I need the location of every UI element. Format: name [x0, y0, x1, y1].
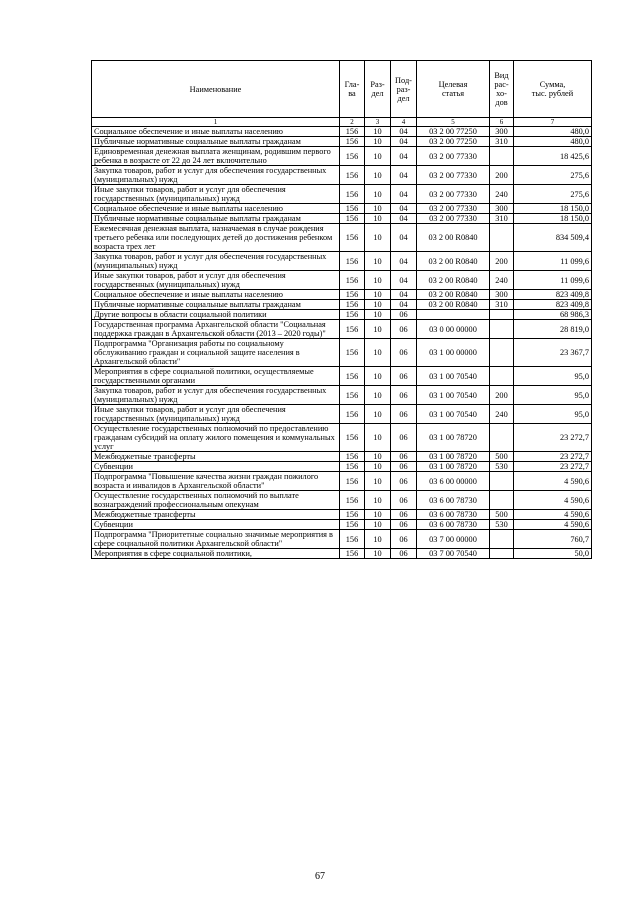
cell-podrazdel: 06 [391, 405, 417, 424]
table-row [92, 310, 592, 320]
table-row [92, 252, 592, 271]
cell-glava: 156 [340, 214, 365, 224]
cell-vid: 200 [490, 386, 514, 405]
cell-summa: 18 425,6 [514, 147, 592, 166]
cell-vid [490, 367, 514, 386]
column-number: 3 [365, 118, 391, 127]
cell-summa: 18 150,0 [514, 204, 592, 214]
cell-vid [490, 320, 514, 339]
column-number: 1 [92, 118, 340, 127]
cell-name: Публичные нормативные социальные выплаты гражданам [92, 300, 340, 310]
table-row [92, 530, 592, 549]
cell-glava: 156 [340, 462, 365, 472]
cell-podrazdel: 04 [391, 214, 417, 224]
cell-glava: 156 [340, 271, 365, 290]
cell-summa: 823 409,8 [514, 290, 592, 300]
cell-name: Иные закупки товаров, работ и услуг для обеспечения государственных (муниципальных) нужд [92, 185, 340, 204]
cell-razdel: 10 [365, 137, 391, 147]
cell-summa: 11 099,6 [514, 271, 592, 290]
table-row [92, 462, 592, 472]
cell-razdel: 10 [365, 252, 391, 271]
cell-vid: 310 [490, 300, 514, 310]
cell-podrazdel: 06 [391, 472, 417, 491]
cell-name: Социальное обеспечение и иные выплаты населению [92, 127, 340, 137]
cell-summa: 68 986,3 [514, 310, 592, 320]
cell-glava: 156 [340, 530, 365, 549]
cell-vid: 500 [490, 452, 514, 462]
cell-vid: 300 [490, 204, 514, 214]
table-row [92, 147, 592, 166]
cell-glava: 156 [340, 452, 365, 462]
cell-glava: 156 [340, 147, 365, 166]
cell-glava: 156 [340, 185, 365, 204]
cell-vid [490, 530, 514, 549]
cell-razdel: 10 [365, 166, 391, 185]
cell-summa: 23 272,7 [514, 424, 592, 452]
cell-podrazdel: 06 [391, 520, 417, 530]
cell-statya: 03 2 00 77250 [417, 137, 490, 147]
table-row [92, 185, 592, 204]
cell-razdel: 10 [365, 300, 391, 310]
cell-razdel: 10 [365, 405, 391, 424]
table-row [92, 137, 592, 147]
table-row [92, 386, 592, 405]
cell-glava: 156 [340, 405, 365, 424]
cell-summa: 4 590,6 [514, 472, 592, 491]
cell-summa: 28 819,0 [514, 320, 592, 339]
cell-vid: 200 [490, 252, 514, 271]
cell-podrazdel: 06 [391, 462, 417, 472]
cell-vid [490, 339, 514, 367]
cell-statya: 03 2 00 R0840 [417, 300, 490, 310]
cell-name: Социальное обеспечение и иные выплаты населению [92, 204, 340, 214]
table-row [92, 290, 592, 300]
cell-podrazdel: 04 [391, 127, 417, 137]
cell-name: Осуществление государственных полномочий по предоставлению гражданам субсидий на оплату жилого помещения и коммунальных услуг [92, 424, 340, 452]
cell-name: Закупка товаров, работ и услуг для обеспечения государственных (муниципальных) нужд [92, 386, 340, 405]
cell-podrazdel: 06 [391, 424, 417, 452]
cell-vid: 300 [490, 127, 514, 137]
cell-razdel: 10 [365, 520, 391, 530]
cell-statya: 03 6 00 78730 [417, 510, 490, 520]
table-row [92, 127, 592, 137]
cell-vid: 240 [490, 271, 514, 290]
table-row [92, 320, 592, 339]
cell-podrazdel: 04 [391, 224, 417, 252]
cell-razdel: 10 [365, 491, 391, 510]
cell-statya: 03 2 00 77330 [417, 204, 490, 214]
cell-glava: 156 [340, 166, 365, 185]
cell-razdel: 10 [365, 185, 391, 204]
cell-name: Подпрограмма "Повышение качества жизни граждан пожилого возраста и инвалидов в Архангельской области" [92, 472, 340, 491]
cell-glava: 156 [340, 491, 365, 510]
cell-vid: 500 [490, 510, 514, 520]
cell-statya: 03 1 00 70540 [417, 367, 490, 386]
cell-podrazdel: 06 [391, 510, 417, 520]
cell-statya: 03 1 00 00000 [417, 339, 490, 367]
cell-summa: 480,0 [514, 127, 592, 137]
table-row [92, 549, 592, 559]
cell-vid: 240 [490, 185, 514, 204]
cell-statya: 03 1 00 78720 [417, 462, 490, 472]
cell-razdel: 10 [365, 530, 391, 549]
cell-razdel: 10 [365, 367, 391, 386]
cell-razdel: 10 [365, 462, 391, 472]
column-number: 6 [490, 118, 514, 127]
cell-statya: 03 1 00 78720 [417, 424, 490, 452]
cell-glava: 156 [340, 520, 365, 530]
cell-statya: 03 7 00 00000 [417, 530, 490, 549]
cell-razdel: 10 [365, 214, 391, 224]
table-row [92, 204, 592, 214]
cell-vid [490, 549, 514, 559]
cell-summa: 95,0 [514, 386, 592, 405]
cell-summa: 23 367,7 [514, 339, 592, 367]
table-body [92, 127, 592, 559]
table-row [92, 166, 592, 185]
cell-name: Единовременная денежная выплата женщинам, родившим первого ребенка в возрасте от 22 до 24 лет включительно [92, 147, 340, 166]
cell-summa: 275,6 [514, 166, 592, 185]
column-number: 4 [391, 118, 417, 127]
cell-statya: 03 6 00 78730 [417, 491, 490, 510]
cell-razdel: 10 [365, 147, 391, 166]
cell-vid: 530 [490, 520, 514, 530]
cell-glava: 156 [340, 549, 365, 559]
cell-name: Мероприятия в сфере социальной политики, осуществляемые государственными органами [92, 367, 340, 386]
cell-name: Ежемесячная денежная выплата, назначаемая в случае рождения третьего ребенка или последующих детей до достижения ребенком возраста трех лет [92, 224, 340, 252]
cell-podrazdel: 06 [391, 339, 417, 367]
table-row [92, 339, 592, 367]
cell-podrazdel: 06 [391, 452, 417, 462]
cell-statya: 03 1 00 70540 [417, 386, 490, 405]
cell-razdel: 10 [365, 127, 391, 137]
header-razdel: Раз- дел [365, 61, 391, 118]
cell-vid: 300 [490, 290, 514, 300]
cell-razdel: 10 [365, 320, 391, 339]
cell-summa: 23 272,7 [514, 452, 592, 462]
cell-name: Подпрограмма "Организация работы по социальному обслуживанию граждан и социальной защите населения в Архангельской области" [92, 339, 340, 367]
cell-name: Мероприятия в сфере социальной политики, [92, 549, 340, 559]
cell-summa: 4 590,6 [514, 520, 592, 530]
cell-summa: 50,0 [514, 549, 592, 559]
cell-glava: 156 [340, 320, 365, 339]
cell-glava: 156 [340, 424, 365, 452]
header-glava: Гла- ва [340, 61, 365, 118]
cell-vid [490, 472, 514, 491]
cell-name: Публичные нормативные социальные выплаты гражданам [92, 137, 340, 147]
cell-razdel: 10 [365, 271, 391, 290]
cell-razdel: 10 [365, 339, 391, 367]
table-header-row [92, 61, 592, 118]
cell-vid: 240 [490, 405, 514, 424]
cell-name: Государственная программа Архангельской области "Социальная поддержка граждан в Архангельской области (2013 – 2020 годы)" [92, 320, 340, 339]
cell-vid [490, 491, 514, 510]
cell-razdel: 10 [365, 204, 391, 214]
cell-summa: 760,7 [514, 530, 592, 549]
cell-podrazdel: 04 [391, 300, 417, 310]
cell-vid [490, 147, 514, 166]
cell-podrazdel: 04 [391, 204, 417, 214]
cell-glava: 156 [340, 367, 365, 386]
cell-glava: 156 [340, 386, 365, 405]
cell-razdel: 10 [365, 472, 391, 491]
cell-statya: 03 2 00 R0840 [417, 290, 490, 300]
cell-summa: 4 590,6 [514, 491, 592, 510]
cell-glava: 156 [340, 310, 365, 320]
header-vid: Вид рас- хо- дов [490, 61, 514, 118]
cell-podrazdel: 04 [391, 185, 417, 204]
table-row [92, 271, 592, 290]
table-row [92, 510, 592, 520]
cell-summa: 4 590,6 [514, 510, 592, 520]
table-row [92, 224, 592, 252]
table-row [92, 214, 592, 224]
cell-vid [490, 224, 514, 252]
cell-vid: 310 [490, 214, 514, 224]
table-row [92, 520, 592, 530]
cell-name: Межбюджетные трансферты [92, 452, 340, 462]
cell-razdel: 10 [365, 452, 391, 462]
cell-name: Закупка товаров, работ и услуг для обеспечения государственных (муниципальных) нужд [92, 166, 340, 185]
cell-glava: 156 [340, 300, 365, 310]
cell-vid: 200 [490, 166, 514, 185]
budget-table-container [91, 60, 591, 559]
column-number: 2 [340, 118, 365, 127]
cell-statya: 03 1 00 78720 [417, 452, 490, 462]
cell-name: Осуществление государственных полномочий по выплате вознаграждений профессиональным опекунам [92, 491, 340, 510]
cell-summa: 18 150,0 [514, 214, 592, 224]
cell-razdel: 10 [365, 310, 391, 320]
table-row [92, 491, 592, 510]
cell-summa: 480,0 [514, 137, 592, 147]
cell-statya: 03 2 00 R0840 [417, 224, 490, 252]
cell-statya: 03 2 00 77330 [417, 185, 490, 204]
cell-summa: 11 099,6 [514, 252, 592, 271]
column-number: 7 [514, 118, 592, 127]
cell-summa: 95,0 [514, 405, 592, 424]
cell-podrazdel: 06 [391, 386, 417, 405]
header-podrazdel: Под- раз- дел [391, 61, 417, 118]
cell-podrazdel: 04 [391, 271, 417, 290]
cell-summa: 823 409,8 [514, 300, 592, 310]
column-numbers-row [92, 118, 592, 127]
cell-statya: 03 2 00 77330 [417, 214, 490, 224]
cell-glava: 156 [340, 510, 365, 520]
cell-razdel: 10 [365, 386, 391, 405]
table-row [92, 367, 592, 386]
cell-vid [490, 310, 514, 320]
cell-name: Субвенции [92, 462, 340, 472]
cell-razdel: 10 [365, 510, 391, 520]
cell-name: Публичные нормативные социальные выплаты гражданам [92, 214, 340, 224]
cell-summa: 834 509,4 [514, 224, 592, 252]
cell-glava: 156 [340, 224, 365, 252]
cell-statya: 03 2 00 R0840 [417, 252, 490, 271]
cell-statya: 03 2 00 77330 [417, 147, 490, 166]
table-row [92, 405, 592, 424]
cell-name: Подпрограмма "Приоритетные социально значимые мероприятия в сфере социальной политики Архангельской области" [92, 530, 340, 549]
cell-glava: 156 [340, 472, 365, 491]
cell-glava: 156 [340, 204, 365, 214]
cell-podrazdel: 06 [391, 491, 417, 510]
header-name: Наименование [92, 61, 340, 118]
cell-podrazdel: 04 [391, 290, 417, 300]
cell-summa: 23 272,7 [514, 462, 592, 472]
cell-podrazdel: 06 [391, 367, 417, 386]
cell-statya: 03 6 00 78730 [417, 520, 490, 530]
cell-razdel: 10 [365, 549, 391, 559]
cell-vid [490, 424, 514, 452]
cell-podrazdel: 06 [391, 549, 417, 559]
header-summa: Сумма, тыс. рублей [514, 61, 592, 118]
header-statya: Целевая статья [417, 61, 490, 118]
cell-glava: 156 [340, 290, 365, 300]
cell-statya: 03 1 00 70540 [417, 405, 490, 424]
table-row [92, 300, 592, 310]
cell-glava: 156 [340, 137, 365, 147]
cell-razdel: 10 [365, 290, 391, 300]
table-row [92, 452, 592, 462]
cell-statya: 03 2 00 R0840 [417, 271, 490, 290]
cell-summa: 275,6 [514, 185, 592, 204]
cell-name: Иные закупки товаров, работ и услуг для обеспечения государственных (муниципальных) нужд [92, 405, 340, 424]
cell-statya: 03 6 00 00000 [417, 472, 490, 491]
cell-podrazdel: 04 [391, 137, 417, 147]
cell-vid: 310 [490, 137, 514, 147]
cell-podrazdel: 04 [391, 252, 417, 271]
cell-name: Социальное обеспечение и иные выплаты населению [92, 290, 340, 300]
cell-name: Другие вопросы в области социальной политики [92, 310, 340, 320]
cell-name: Закупка товаров, работ и услуг для обеспечения государственных (муниципальных) нужд [92, 252, 340, 271]
page-number: 67 [315, 871, 325, 882]
cell-glava: 156 [340, 339, 365, 367]
cell-podrazdel: 06 [391, 320, 417, 339]
budget-table [91, 60, 592, 559]
cell-podrazdel: 06 [391, 310, 417, 320]
cell-statya: 03 2 00 77250 [417, 127, 490, 137]
cell-razdel: 10 [365, 424, 391, 452]
cell-glava: 156 [340, 252, 365, 271]
cell-name: Иные закупки товаров, работ и услуг для обеспечения государственных (муниципальных) нужд [92, 271, 340, 290]
table-row [92, 472, 592, 491]
cell-glava: 156 [340, 127, 365, 137]
cell-statya: 03 7 00 70540 [417, 549, 490, 559]
cell-razdel: 10 [365, 224, 391, 252]
cell-statya [417, 310, 490, 320]
cell-podrazdel: 04 [391, 147, 417, 166]
cell-podrazdel: 06 [391, 530, 417, 549]
cell-name: Межбюджетные трансферты [92, 510, 340, 520]
table-row [92, 424, 592, 452]
cell-podrazdel: 04 [391, 166, 417, 185]
cell-summa: 95,0 [514, 367, 592, 386]
cell-statya: 03 0 00 00000 [417, 320, 490, 339]
column-number: 5 [417, 118, 490, 127]
cell-name: Субвенции [92, 520, 340, 530]
cell-statya: 03 2 00 77330 [417, 166, 490, 185]
cell-vid: 530 [490, 462, 514, 472]
